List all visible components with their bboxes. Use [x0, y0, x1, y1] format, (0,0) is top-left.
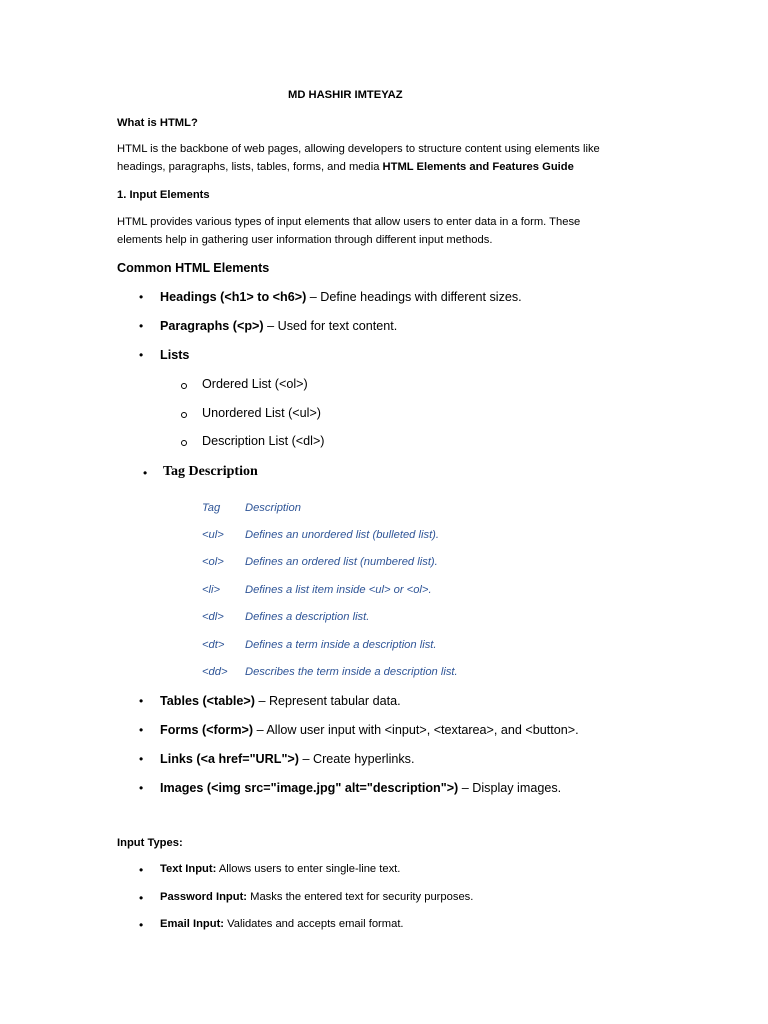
input-elements-heading: 1. Input Elements: [117, 189, 210, 201]
circle-bullet-icon: [181, 412, 187, 418]
list-item: [160, 694, 401, 708]
what-is-html-heading: What is HTML?: [117, 117, 198, 129]
list-item: [160, 319, 397, 333]
tag-cell: <ul>: [202, 529, 224, 541]
list-item-bold: Images (<img src="image.jpg" alt="description">): [160, 781, 459, 795]
list-item-bold: Email Input:: [160, 918, 225, 930]
list-item-text: Allows users to enter single-line text.: [216, 863, 401, 875]
sub-list-item: Unordered List (<ul>): [202, 406, 322, 420]
desc-cell: Defines a list item inside <ul> or <ol>.: [245, 584, 432, 596]
list-item: [160, 863, 400, 875]
list-item-bold: Forms (<form>): [160, 723, 254, 737]
bullet-icon: •: [139, 348, 144, 362]
bullet-icon: •: [139, 891, 144, 905]
desc-cell: Describes the term inside a description list.: [245, 666, 458, 678]
tag-cell: <dd>: [202, 666, 228, 678]
tag-cell: <dl>: [202, 611, 224, 623]
list-item-text: – Used for text content.: [263, 319, 398, 333]
bullet-icon: •: [139, 723, 144, 737]
what-is-html-line1: HTML is the backbone of web pages, allowing developers to structure content using elements like: [117, 143, 600, 155]
tag-cell: <ol>: [202, 556, 224, 568]
list-item-bold: Headings (<h1> to <h6>): [160, 290, 307, 304]
tag-cell: <dt>: [202, 639, 225, 651]
bullet-icon: •: [139, 781, 144, 795]
list-item: [160, 918, 404, 930]
sub-list-item: Ordered List (<ol>): [202, 377, 308, 391]
bullet-icon: •: [139, 319, 144, 333]
list-item: [160, 781, 561, 795]
input-types-heading: Input Types:: [117, 837, 183, 849]
list-item: [160, 723, 579, 737]
author-name: MD HASHIR IMTEYAZ: [288, 89, 403, 101]
input-elements-line2: elements help in gathering user information through different input methods.: [117, 234, 493, 246]
bullet-icon: •: [139, 694, 144, 708]
list-item: [160, 752, 414, 766]
list-item: [160, 290, 522, 304]
what-is-html-line2: [117, 161, 574, 173]
list-item-bold: Text Input:: [160, 863, 217, 875]
desc-cell: Description: [245, 502, 301, 514]
tag-cell: Tag: [202, 502, 221, 514]
list-item-text: – Allow user input with <input>, <textarea>, and <button>.: [253, 723, 579, 737]
list-item: [160, 891, 473, 903]
common-elements-heading: Common HTML Elements: [117, 261, 270, 275]
tag-description-heading: Tag Description: [163, 464, 258, 479]
guide-title: HTML Elements and Features Guide: [382, 161, 574, 173]
desc-cell: Defines a term inside a description list.: [245, 639, 437, 651]
bullet-icon: •: [139, 752, 144, 766]
list-item-bold: Lists: [160, 348, 190, 362]
list-item-bold: Paragraphs (<p>): [160, 319, 264, 333]
list-item-text: – Create hyperlinks.: [298, 752, 415, 766]
bullet-icon: •: [143, 466, 148, 480]
bullet-icon: •: [139, 918, 144, 932]
list-item-text: – Define headings with different sizes.: [306, 290, 522, 304]
list-item-bold: Tables (<table>): [160, 694, 255, 708]
circle-bullet-icon: [181, 383, 187, 389]
bullet-icon: •: [139, 863, 144, 877]
list-item-text: – Represent tabular data.: [254, 694, 401, 708]
list-item-bold: Links (<a href="URL">): [160, 752, 299, 766]
desc-cell: Defines a description list.: [245, 611, 370, 623]
sub-list-item: Description List (<dl>): [202, 434, 325, 448]
list-item: [160, 348, 189, 362]
tag-cell: <li>: [202, 584, 221, 596]
list-item-text: Validates and accepts email format.: [224, 918, 404, 930]
input-elements-line1: HTML provides various types of input elements that allow users to enter data in a form. These: [117, 216, 581, 228]
list-item-text: Masks the entered text for security purposes.: [247, 891, 474, 903]
circle-bullet-icon: [181, 440, 187, 446]
desc-cell: Defines an ordered list (numbered list).: [245, 556, 438, 568]
desc-cell: Defines an unordered list (bulleted list).: [245, 529, 440, 541]
bullet-icon: •: [139, 290, 144, 304]
what-is-html-line2-text: headings, paragraphs, lists, tables, forms, and media: [117, 161, 383, 173]
list-item-bold: Password Input:: [160, 891, 248, 903]
list-item-text: – Display images.: [458, 781, 562, 795]
